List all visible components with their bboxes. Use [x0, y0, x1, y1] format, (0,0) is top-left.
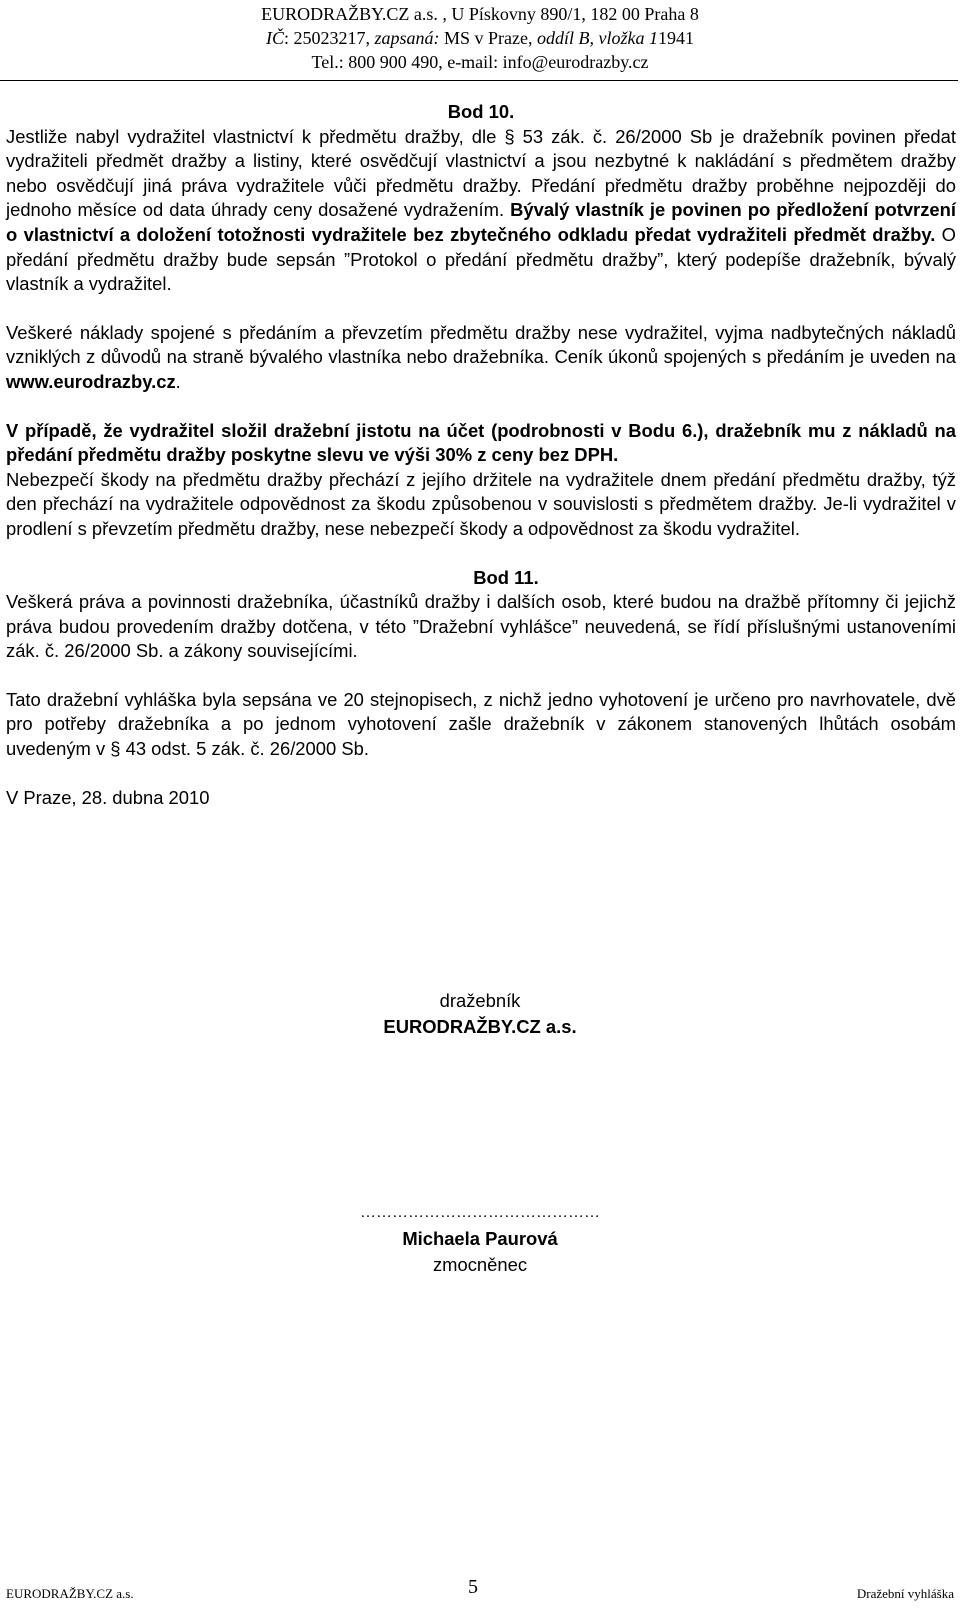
letterhead: [0, 2, 960, 74]
website-link[interactable]: www.eurodrazby.cz: [6, 370, 176, 392]
bod10-p2-text: Veškeré náklady spojené s předáním a převzetím předmětu dražby nese vydražitel, vyjma nadbytečných nákladů vzniklých z důvodů na straně bývalého vlastníka nebo dražebníka. Ceník úkonů spojených s předáním je uveden na: [6, 321, 956, 368]
bod10-paragraph-1: [6, 125, 956, 297]
footer-document-title: Dražební vyhláška: [856, 1586, 954, 1601]
reg-section: oddíl B, vložka 1: [532, 28, 658, 48]
reg-insert-number: 1941: [658, 28, 694, 48]
signatory-company: EURODRAŽBY.CZ a.s.: [383, 1016, 577, 1037]
reg-registered-label: zapsaná:: [370, 28, 445, 48]
reg-ic-label: IČ: [265, 28, 284, 48]
signatory-name: Michaela Paurová: [402, 1228, 558, 1249]
bod11-paragraph-2: Tato dražební vyhláška byla sepsána ve 20 stejnopisech, z nichž jedno vyhotovení je určeno pro navrhovatele, dvě pro potřeby dražebníka a po jednom vyhotovení zašle dražebník v zákonem stanovených lhůtách osobám uvedeným v § 43 odst. 5 zák. č. 26/2000 Sb.: [6, 688, 956, 760]
bod10-paragraph-4: Nebezpečí škody na předmětu dražby přechází z jejího držitele na vydražitele dnem předání předmětu dražby, týž den přechází na vydražitele odpovědnost za škodu způsobenou v souvislosti s předmětem dražby. Je-li vydražitel v prodlení s převzetím předmětu dražby, nese nebezpečí škody a odpovědnost za škodu vydražitel.: [6, 468, 956, 539]
bod10-paragraph-2: [6, 321, 956, 395]
signature-block: [0, 1200, 960, 1278]
section-title-bod-10: Bod 10.: [447, 101, 515, 122]
section-title-bod-11: Bod 11.: [473, 566, 539, 588]
signatory-role: dražebník: [439, 990, 521, 1011]
reg-court: MS v Praze,: [444, 28, 533, 48]
document-body: [6, 100, 956, 810]
reg-ic-number: : 25023217,: [283, 28, 370, 48]
signatory-title: zmocněnec: [432, 1254, 528, 1275]
page-number: 5: [468, 1576, 478, 1598]
bod10-paragraph-3: V případě, že vydražitel složil dražební jistotu na účet (podrobnosti v Bodu 6.), dražebník mu z nákladů na předání předmětu dražby poskytne slevu ve výši 30% z ceny bez DPH.: [6, 419, 956, 466]
bod10-p1-text-a: Jestliže nabyl vydražitel vlastnictví k předmětu dražby, dle § 53 zák. č. 26/2000 Sb je dražebník povinen předat vydražiteli předmět dražby a listiny, které osvědčují vlastnictví a jsou nezbytné k nakládání s předmětem dražby nebo osvědčují jiná práva vydražitele vůči předmětu dražby. Předání předmětu dražby proběhne nejpozději do jednoho měsíce od data úhrady ceny dosažené vydražením.: [6, 125, 956, 221]
signatory-header: [0, 988, 960, 1040]
bod10-p2-end: .: [175, 370, 181, 392]
letterhead-company-line: EURODRAŽBY.CZ a.s. , U Pískovny 890/1, 182 00 Praha 8: [261, 4, 699, 24]
bod10-p1-text-b: O předání předmětu dražby bude sepsán ”Protokol o předání předmětu dražby”, který podepíše dražebník, bývalý vlastník a vydražitel.: [6, 223, 956, 295]
place-date: V Praze, 28. dubna 2010: [6, 786, 210, 808]
header-rule: [0, 80, 958, 81]
footer-company: EURODRAŽBY.CZ a.s.: [6, 1586, 134, 1601]
letterhead-contact-line: Tel.: 800 900 490, e-mail: info@eurodrazby.cz: [311, 52, 649, 72]
signature-line: ………………………………………: [360, 1204, 600, 1221]
bod10-p1-bold: Bývalý vlastník je povinen po předložení potvrzení o vlastnictví a doložení totožnosti vydražitele bez zbytečného odkladu předat vydražiteli předmět dražby.: [6, 199, 956, 245]
bod11-paragraph-1: Veškerá práva a povinnosti dražebníka, účastníků dražby i dalších osob, které budou na dražbě přítomny či jejichž práva budou provedením dražby dotčena, v této ”Dražební vyhlášce” neuvedená, se řídí příslušnými ustanoveními zák. č. 26/2000 Sb. a zákony souvisejícími.: [6, 591, 956, 662]
letterhead-registration-line: [0, 26, 960, 50]
